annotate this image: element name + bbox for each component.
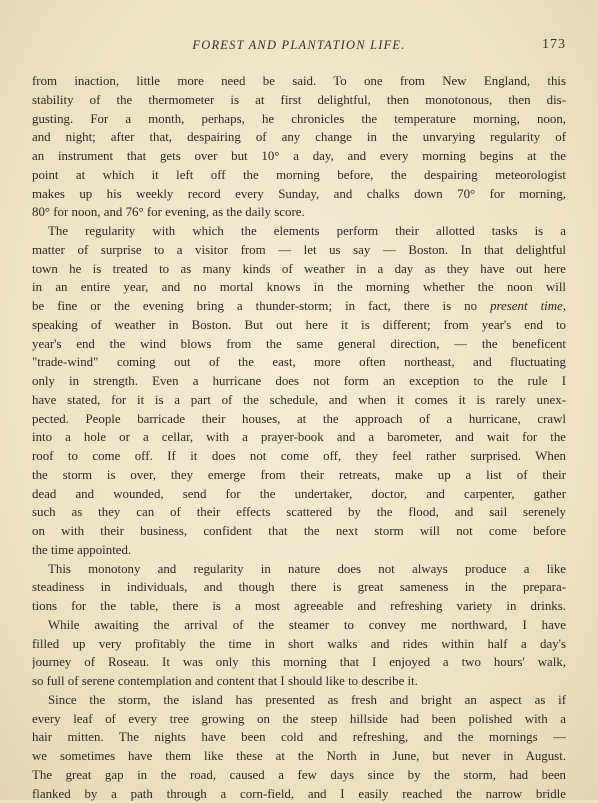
text-line: filled up very profitably the time in short walks and rides within half a day's — [32, 635, 566, 654]
text-line: we sometimes have them like these at the North in June, but never in August. — [32, 747, 566, 766]
text-line: "trade-wind" coming out of the east, more often northeast, and fluctuating — [32, 353, 566, 372]
text-line: hair mitten. The nights have been cold and refreshing, and the mornings — — [32, 728, 566, 747]
text-line: The great gap in the road, caused a few days since by the storm, had been — [32, 766, 566, 785]
text-line: Since the storm, the island has presented as fresh and bright an aspect as if — [32, 691, 566, 710]
text-line: so full of serene contemplation and content that I should like to describe it. — [32, 672, 566, 691]
text-line: have stated, for it is a part of the schedule, and when it comes it is rarely unex- — [32, 391, 566, 410]
text-line: stability of the thermometer is at first delightful, then monotonous, then dis- — [32, 91, 566, 110]
text-line: tions for the table, there is a most agreeable and refreshing variety in drinks. — [32, 597, 566, 616]
text-line: only in strength. Even a hurricane does not form an exception to the rule I — [32, 372, 566, 391]
text-line: in an entire year, and no mortal knows in the morning whether the noon will — [32, 278, 566, 297]
italic-phrase: present time, — [490, 299, 566, 313]
paragraph-4 — [32, 616, 566, 691]
text-line: While awaiting the arrival of the steamer to convey me northward, I have — [32, 616, 566, 635]
text-line: an instrument that gets over but 10° a day, and every morning begins at the — [32, 147, 566, 166]
running-title: FOREST AND PLANTATION LIFE. — [32, 38, 566, 53]
text-line: 80° for noon, and 76° for evening, as the daily score. — [32, 203, 566, 222]
text-line: every leaf of every tree growing on the steep hillside had been polished with a — [32, 710, 566, 729]
text-line: This monotony and regularity in nature does not always produce a like — [32, 560, 566, 579]
text-line: the storm is over, they emerge from their retreats, make up a list of their — [32, 466, 566, 485]
paragraph-1 — [32, 72, 566, 222]
running-head — [32, 38, 566, 56]
text-line: flanked by a path through a corn-field, and I easily reached the narrow bridle — [32, 785, 566, 803]
text-line: on with their business, confident that the next storm will not come before — [32, 522, 566, 541]
text-line-with-italic — [32, 297, 566, 316]
text-line: roof to come off. If it does not come off, they feel rather surprised. When — [32, 447, 566, 466]
text-line: matter of surprise to a visitor from — let us say — Boston. In that delightful — [32, 241, 566, 260]
text-line: dead and wounded, send for the undertaker, doctor, and carpenter, gather — [32, 485, 566, 504]
text-line: speaking of weather in Boston. But out here it is different; from year's end to — [32, 316, 566, 335]
text-line: the time appointed. — [32, 541, 566, 560]
text-line: pected. People barricade their houses, at the approach of a hurricane, crawl — [32, 410, 566, 429]
text-line: makes up his weekly record every Sunday, and chalks down 70° for morning, — [32, 185, 566, 204]
text-line: such as they can of their effects scattered by the flood, and sail serenely — [32, 503, 566, 522]
paragraph-5 — [32, 691, 566, 803]
text-line: into a hole or a cellar, with a prayer-book and a barometer, and wait for the — [32, 428, 566, 447]
paragraph-3 — [32, 560, 566, 616]
text-line: from inaction, little more need be said. To one from New England, this — [32, 72, 566, 91]
text-line: gusting. For a month, perhaps, he chronicles the temperature morning, noon, — [32, 110, 566, 129]
text-line: The regularity with which the elements perform their allotted tasks is a — [32, 222, 566, 241]
body-text — [32, 72, 566, 803]
text-line: year's end the wind blows from the same general direction, — the beneficent — [32, 335, 566, 354]
text-line: town he is treated to as many kinds of weather in a day as they have out here — [32, 260, 566, 279]
text-segment: be fine or the evening bring a thunder-storm; in fact, there is no — [32, 299, 477, 313]
paragraph-2 — [32, 222, 566, 560]
text-line: journey of Roseau. It was only this morning that I enjoyed a two hours' walk, — [32, 653, 566, 672]
text-line: and night; after that, despairing of any change in the unvarying regularity of — [32, 128, 566, 147]
text-line: steadiness in individuals, and though there is great sameness in the prepara- — [32, 578, 566, 597]
text-line: point at which it left off the morning before, the despairing meteorologist — [32, 166, 566, 185]
page-number: 173 — [542, 37, 566, 53]
